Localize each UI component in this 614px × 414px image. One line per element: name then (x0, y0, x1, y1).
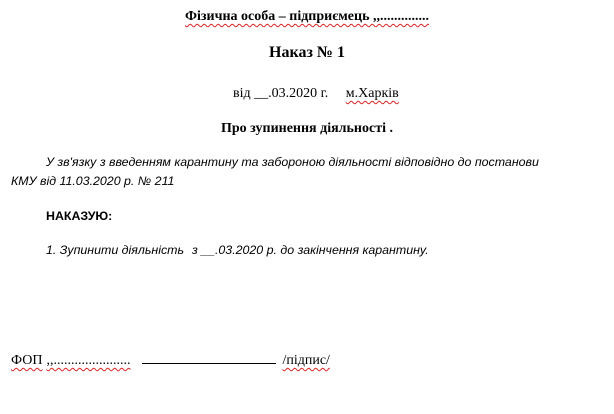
order-subject: Про зупинення діяльності . (221, 121, 393, 136)
signature-caption: /підпис/ (282, 353, 330, 368)
date-prefix: від (233, 86, 251, 101)
city-name: м.Харків (345, 86, 399, 101)
order-item-1-part2: з __.03.2020 р. до закінчення карантину. (191, 243, 429, 257)
entrepreneur-line-text: Фізична особа – підприємець ,,.............. (184, 9, 429, 24)
date-value: __.03.2020 г. (254, 86, 329, 101)
paragraph-line-2: КМУ від 11.03.2020 р. № 211 (11, 174, 175, 188)
date-city-line (233, 86, 399, 102)
order-heading: НАКАЗУЮ: (46, 209, 113, 223)
order-title: Наказ № 1 (269, 44, 345, 61)
signature-rule (142, 351, 276, 364)
signature-dots: ,,...................... (46, 353, 131, 368)
order-item-1 (46, 243, 429, 257)
paragraph-line-1: У зв'язку з введенням карантину та забороною діяльності відповідно до постанови (46, 155, 539, 169)
signature-label: ФОП (11, 353, 43, 368)
entrepreneur-line (0, 9, 614, 25)
signature-line (11, 351, 330, 369)
order-item-1-part1: 1. Зупинити діяльність (46, 243, 184, 257)
